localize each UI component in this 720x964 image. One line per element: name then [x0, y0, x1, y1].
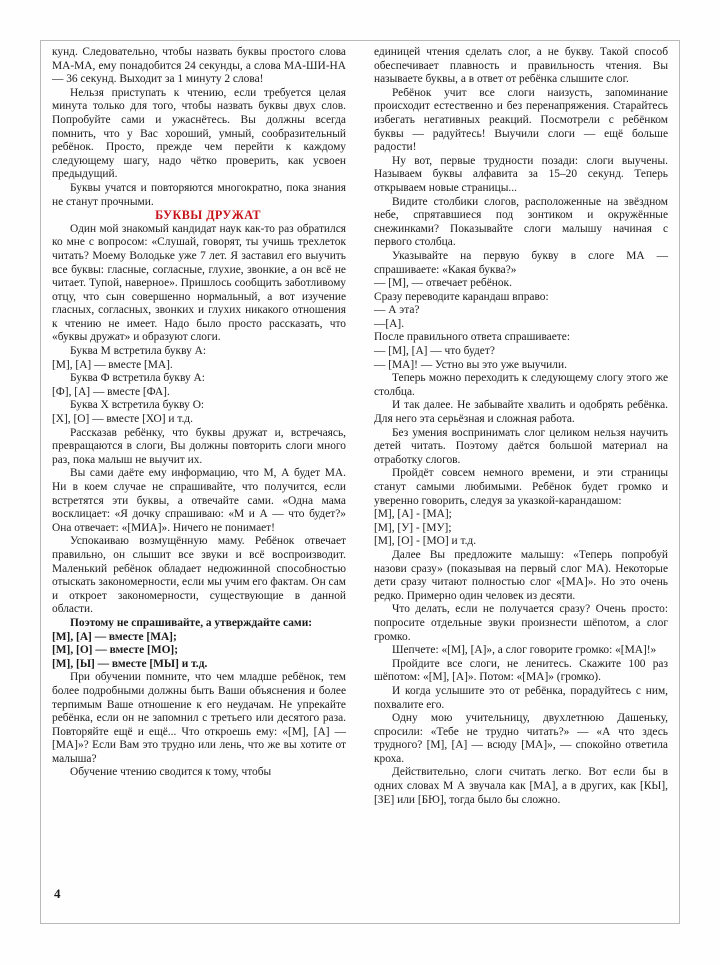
- syllable-statement-list: [52, 631, 346, 672]
- list-item: Буква Х встретила букву О:: [70, 399, 205, 412]
- two-column-body: [52, 46, 668, 876]
- list-item: [Ф], [А] — вместе [ФА].: [52, 385, 170, 398]
- paragraph: Успокаиваю возмущённую маму. Ребёнок отвечает правильно, он слышит все звуки и всё воспроизводит. Маленький ребёнок обладает недюжинной способностью отыскать закономерности, если мы учим его фактам. Он сам и откроет закономерности, существующие в данной области.: [52, 535, 346, 616]
- syllable-reading-list: [374, 508, 668, 549]
- paragraph: Один мой знакомый кандидат наук как-то раз обратился ко мне с вопросом: «Слушай, говорят, ты учишь трехлеток читать? Моему Володьке уже 7 лет. Я заставил его выучить все буквы: гласные, согласные, глухие, звонкие, а он всё не читает. Тупой, наверное». Пришлось сообщить заботливому отцу, что сын совершенно нормальный, а вот изучение гласных, согласных, звонких и глухих никакого отношения к чтению не имеет. Надо было просто рассказать, что «буквы дружат» и образуют слоги.: [52, 222, 346, 344]
- paragraph: Далее Вы предложите малышу: «Теперь попробуй назови сразу» (показывая на первый слог МА). Некоторые дети сразу читают полностью слог «[МА]». Но это очень редко. Примерно один человек из десяти.: [374, 548, 668, 602]
- list-item: Буква М встретила букву А:: [70, 345, 207, 358]
- list-item: [Х], [О] — вместе [ХО] и т.д.: [52, 413, 193, 426]
- right-column: [374, 46, 668, 876]
- paragraph: Без умения воспринимать слог целиком нельзя научить детей читать. Поэтому даётся большой материал на отработку слогов.: [374, 426, 668, 466]
- syllable-examples-list: [52, 345, 346, 427]
- paragraph: Пройдите все слоги, не ленитесь. Скажите 100 раз шёпотом: «[М], [А]». Потом: «[МА]» (громко).: [374, 657, 668, 684]
- paragraph: Пройдёт совсем немного времени, и эти страницы станут самыми любимыми. Ребёнок будет громко и уверенно говорить, следуя за указкой-карандашом:: [374, 467, 668, 507]
- list-item: — [М], [А] — что будет?: [374, 345, 495, 358]
- paragraph: Ну вот, первые трудности позади: слоги выучены. Называем буквы алфавита за 15–20 секунд. Теперь открываем новые страницы...: [374, 154, 668, 194]
- section-heading: БУКВЫ ДРУЖАТ: [155, 208, 261, 223]
- list-item: [М], [А] — вместе [МА].: [52, 358, 173, 371]
- list-item: [М], [А] - [МА];: [374, 508, 452, 521]
- paragraph: И так далее. Не забывайте хвалить и одобрять ребёнка. Для него эта серьёзная и сложная работа.: [374, 399, 668, 426]
- list-item: — [М], — отвечает ребёнок.: [374, 277, 512, 290]
- paragraph: кунд. Следовательно, чтобы назвать буквы простого слова МА-МА, ему понадобится 24 секунды, а слова МА-ШИ-НА — 36 секунд. Выходит за 1 минуту 2 слова!: [52, 46, 346, 86]
- paragraph: единицей чтения сделать слог, а не букву. Такой способ обеспечивает плавность и правильность чтения. Вы называете буквы, а в ответ от ребёнка слышите слог.: [374, 46, 668, 86]
- paragraph: Одну мою учительницу, двухлетнюю Дашеньку, спросили: «Тебе не трудно читать?» — «А что здесь трудного? [М], [А] — всюду [МА]», — спокойно ответила кроха.: [374, 712, 668, 765]
- page-number: 4: [54, 886, 61, 901]
- paragraph: Нельзя приступать к чтению, если требуется целая минута только для того, чтобы назвать буквы двух слов. Попробуйте сами и ужаснётесь. Вы должны всегда помнить, что у Вас хороший, умный, сообразительный ребёнок. Просто, прежде чем перейти к каждому следующему шагу, надо чётко проверить, как усвоен предыдущий.: [52, 86, 346, 181]
- list-item: После правильного ответа спрашиваете:: [374, 331, 570, 344]
- paragraph: Действительно, слоги считать легко. Вот если бы в одних словах М А звучала как [МА], а в других, как [КЫ], [ЗЕ] или [БЮ], тогда было бы сложно.: [374, 766, 668, 806]
- dialogue-list: [374, 277, 668, 372]
- list-item: [М], [О] - [МО] и т.д.: [374, 535, 477, 548]
- paragraph: Теперь можно переходить к следующему слогу этого же столбца.: [374, 372, 668, 398]
- paragraph: Буквы учатся и повторяются многократно, пока знания не станут прочными.: [52, 181, 346, 208]
- paragraph: Что делать, если не получается сразу? Очень просто: попросите отдельные звуки произнести шёпотом, а слог громко.: [374, 603, 668, 643]
- paragraph: Указывайте на первую букву в слоге МА — спрашиваете: «Какая буква?»: [374, 249, 668, 276]
- paragraph: Ребёнок учит все слоги наизусть, запоминание происходит естественно и без перенапряжения. Старайтесь избегать негативных реакций. Посмотрели с ребёнком буквы — радуйтесь! Выучили слоги — ещё больше радости!: [374, 86, 668, 154]
- list-item: Буква Ф встретила букву А:: [70, 372, 205, 385]
- paragraph: Вы сами даёте ему информацию, что М, А будет МА. Ни в коем случае не спрашивайте, что получится, если встретятся эти буквы, а отвечайте сами. «Одна мама восклицает: «Я дочку спрашиваю: «М и А — что будет?» Она отвечает: «[МИА]». Ничего не понимает!: [52, 467, 346, 534]
- paragraph: При обучении помните, что чем младше ребёнок, тем более подробными должны быть Ваши объяснения и более терпимым Ваше отношение к его неудачам. Не упрекайте ребёнка, если он не запомнил с третьего или десятого раза. Повторяйте ещё и ещё... Что откроешь ему: «[М], [А] — [МА]»? Если Вам это трудно или лень, что же вы хотите от малыша?: [52, 671, 346, 765]
- left-column: [52, 46, 346, 876]
- paragraph: И когда услышите это от ребёнка, порадуйтесь с ним, похвалите его.: [374, 684, 668, 711]
- list-item: [М], [Ы] — вместе [МЫ] и т.д.: [52, 657, 208, 670]
- list-item: — [МА]! — Устно вы это уже выучили.: [374, 358, 567, 371]
- list-item: Сразу переводите карандаш вправо:: [374, 290, 549, 303]
- paragraph: Шепчете: «[М], [А]», а слог говорите громко: «[МА]!»: [392, 644, 657, 657]
- list-item: [М], [О] — вместе [МО];: [52, 644, 179, 657]
- paragraph-bold: Поэтому не спрашивайте, а утверждайте сами:: [70, 616, 313, 629]
- list-item: — А эта?: [374, 304, 420, 317]
- list-item: —[А].: [374, 317, 405, 330]
- paragraph: Рассказав ребёнку, что буквы дружат и, встречаясь, превращаются в слоги, Вы должны повторить слоги много раз, пока малыш не выучит их.: [52, 426, 346, 466]
- paragraph: Обучение чтению сводится к тому, чтобы: [70, 766, 272, 779]
- list-item: [М], [А] — вместе [МА];: [52, 630, 177, 643]
- paragraph: Видите столбики слогов, расположенные на звёздном небе, спрятавшиеся под зонтиком и окружённые снежинками? Показывайте слоги малышу начиная с первого столбца.: [374, 195, 668, 249]
- list-item: [М], [У] - [МУ];: [374, 521, 452, 534]
